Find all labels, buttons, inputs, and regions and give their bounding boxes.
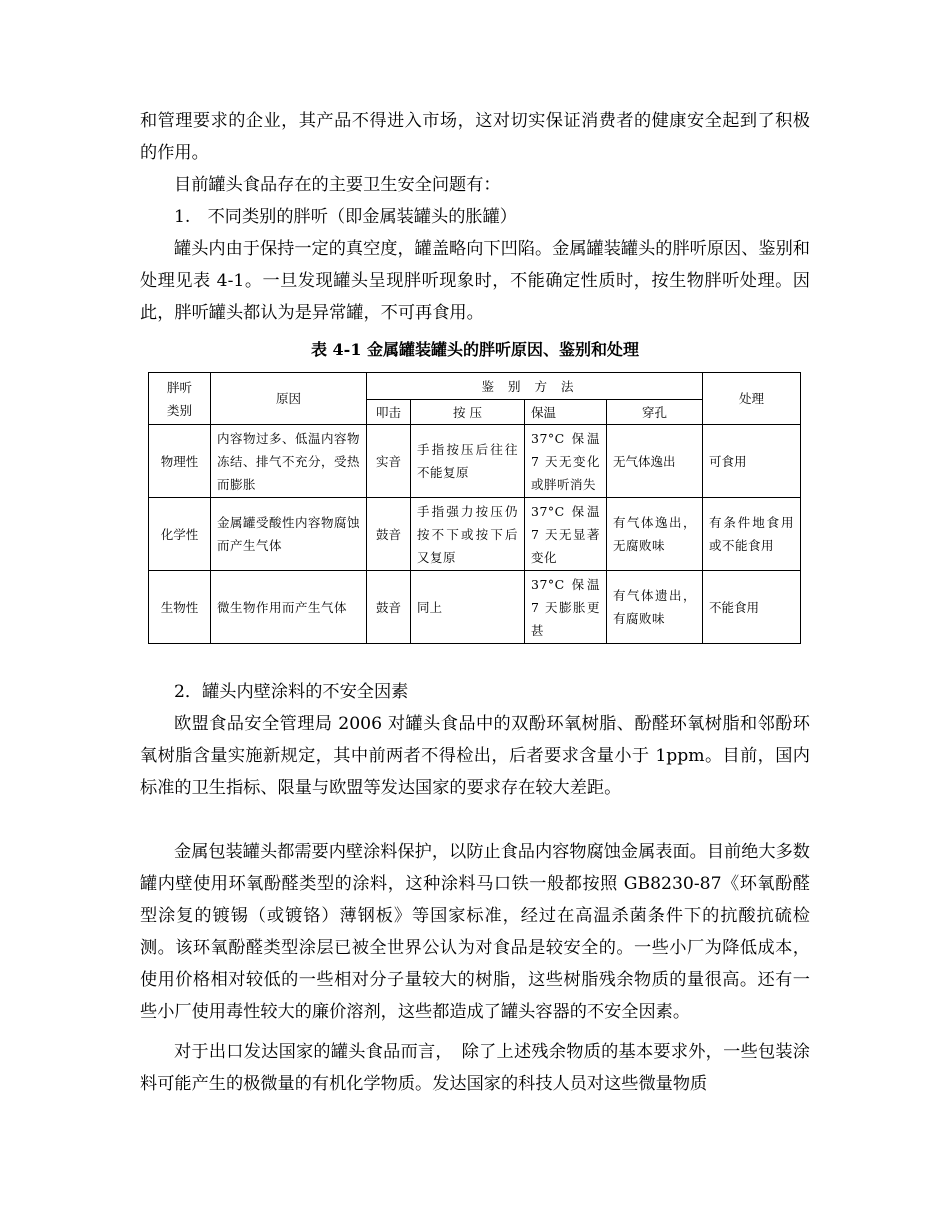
cell-knock: 鼓音 [367,498,411,571]
paragraph-eu-regulation: 欧盟食品安全管理局 2006 对罐头食品中的双酚环氧树脂、酚醛环氧树脂和邻酚环氧树脂含量实施新规定，其中前两者不得检出，后者要求含量小于 1ppm。目前，国内标准的卫生指标、限量与欧盟等发达国家的要求存在较大差距。 [140,714,810,798]
cell-treatment: 不能食用 [703,571,801,644]
cell-pierce: 无气体逸出 [607,425,703,498]
swelling-table [148,372,801,644]
heading-section-2: 2．罐头内壁涂料的不安全因素 [174,682,409,702]
cell-type: 生物性 [149,571,211,644]
cell-press: 手指强力按压仍按不下或按下后又复原 [411,498,525,571]
cell-cause: 金属罐受酸性内容物腐蚀而产生气体 [211,498,367,571]
cell-press: 同上 [411,571,525,644]
paragraph-intro-continuation: 和管理要求的企业，其产品不得进入市场，这对切实保证消费者的健康安全起到了积极的作用。 [140,111,810,163]
cell-pierce: 有气体遗出，有腐败味 [607,571,703,644]
cell-press: 手指按压后往往不能复原 [411,425,525,498]
cell-incubate: 37°C 保温 7 天膨胀更甚 [525,571,607,644]
cell-type: 物理性 [149,425,211,498]
cell-incubate: 37°C 保温 7 天无显著变化 [525,498,607,571]
header-knock: 叩击 [367,400,411,425]
paragraph-main-issues: 目前罐头食品存在的主要卫生安全问题有： [174,175,501,195]
header-method: 鉴别方法 [367,373,703,400]
cell-cause: 微生物作用而产生气体 [211,571,367,644]
header-pierce: 穿孔 [607,400,703,425]
cell-knock: 鼓音 [367,571,411,644]
table-row [149,425,801,498]
heading-section-1: 1. 不同类别的胖听（即金属装罐头的胀罐） [174,207,517,227]
cell-treatment: 有条件地食用或不能食用 [703,498,801,571]
table-row [149,571,801,644]
cell-treatment: 可食用 [703,425,801,498]
table-caption: 表 4-1 金属罐装罐头的胖听原因、鉴别和处理 [310,340,640,359]
paragraph-swelling: 罐头内由于保持一定的真空度，罐盖略向下凹陷。金属罐装罐头的胖听原因、鉴别和处理见表 4-1。一旦发现罐头呈现胖听现象时，不能确定性质时，按生物胖听处理。因此，胖听罐头都认为是异常罐，不可再食用。 [140,239,810,323]
header-treatment: 处理 [703,373,801,425]
table-row [149,498,801,571]
cell-pierce: 有气体逸出，无腐败味 [607,498,703,571]
cell-incubate: 37°C 保温 7 天无变化或胖听消失 [525,425,607,498]
cell-type: 化学性 [149,498,211,571]
paragraph-coating: 金属包装罐头都需要内壁涂料保护，以防止食品内容物腐蚀金属表面。目前绝大多数罐内壁使用环氧酚醛类型的涂料，这种涂料马口铁一般都按照 GB8230-87《环氧酚醛型涂复的镀锡（或镀铬）薄钢板》等国家标准，经过在高温杀菌条件下的抗酸抗硫检测。该环氧酚醛类型涂层已被全世界公认为对食品是较安全的。一些小厂为降低成本，使用价格相对较低的一些相对分子量较大的树脂，这些树脂残余物质的量很高。还有一些小厂使用毒性较大的廉价溶剂，这些都造成了罐头容器的不安全因素。 [140,842,810,1022]
header-cause: 原因 [211,373,367,425]
table-header-row [149,373,801,400]
cell-cause: 内容物过多、低温内容物冻结、排气不充分，受热而膨胀 [211,425,367,498]
header-type: 胖听 类别 [149,373,211,425]
paragraph-export: 对于出口发达国家的罐头食品而言， 除了上述残余物质的基本要求外，一些包装涂料可能产生的极微量的有机化学物质。发达国家的科技人员对这些微量物质 [140,1042,810,1094]
cell-knock: 实音 [367,425,411,498]
header-press: 按 压 [411,400,525,425]
header-incubate: 保温 [525,400,607,425]
